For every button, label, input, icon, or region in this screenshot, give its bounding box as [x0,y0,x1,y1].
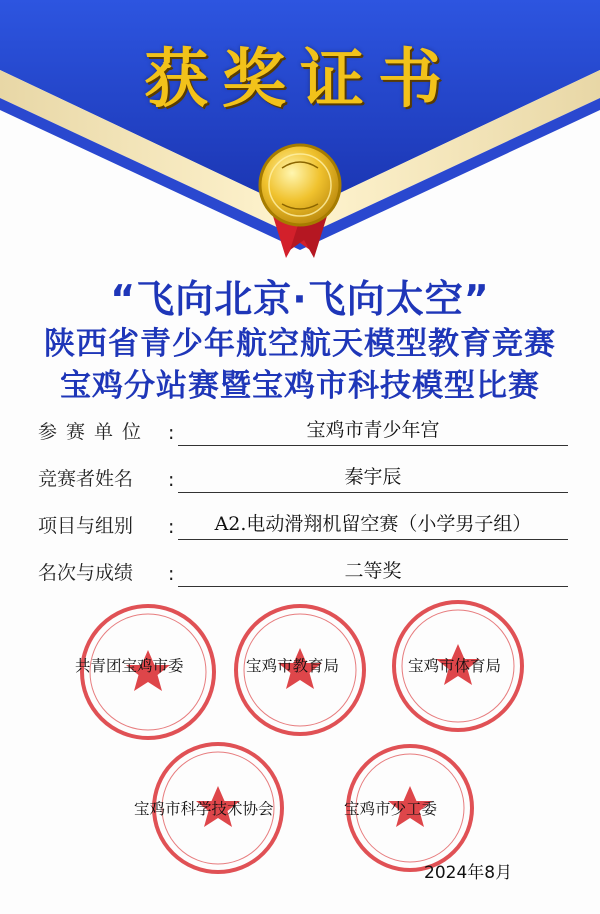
field-label: 竞赛者姓名 [38,468,134,490]
field-rank-result: 名次与成绩 : 二等奖 [38,555,568,589]
field-value: A2.电动滑翔机留空赛（小学男子组） [214,513,532,535]
underline [178,492,568,493]
seal-label-education-bureau: 宝鸡市教育局 [246,657,340,675]
competition-subtitle: 宝鸡分站赛暨宝鸡市科技模型比赛 [60,368,540,404]
underline [178,445,568,446]
field-label: 名次与成绩 [38,562,134,584]
issue-date: 2024年8月 [424,863,513,883]
seal-label-science-association: 宝鸡市科学技术协会 [134,800,274,818]
seal-label-youth-work-committee: 宝鸡市少工委 [344,800,438,818]
field-value: 宝鸡市青少年宫 [306,419,440,441]
field-event-group: 项目与组别 : A2.电动滑翔机留空赛（小学男子组） [38,508,568,542]
gold-medal-icon [260,145,340,225]
field-entrant-unit: 参赛单位 : 宝鸡市青少年宫 [38,414,568,448]
seals-area [0,590,600,880]
underline [178,539,568,540]
certificate-title: 获奖证书 [144,42,456,117]
field-value: 秦宇辰 [344,466,402,488]
slogan: “飞向北京·飞向太空” [110,277,490,321]
seal-label-youth-league: 共青团宝鸡市委 [75,657,184,675]
field-contestant-name: 竞赛者姓名 : 秦宇辰 [38,461,568,495]
field-label: 项目与组别 [38,515,134,537]
competition-name: 陕西省青少年航空航天模型教育竞赛 [44,326,556,362]
field-label: 参赛单位 [38,421,151,443]
seal-label-sports-bureau: 宝鸡市体育局 [408,657,502,675]
field-value: 二等奖 [344,560,402,582]
underline [178,586,568,587]
